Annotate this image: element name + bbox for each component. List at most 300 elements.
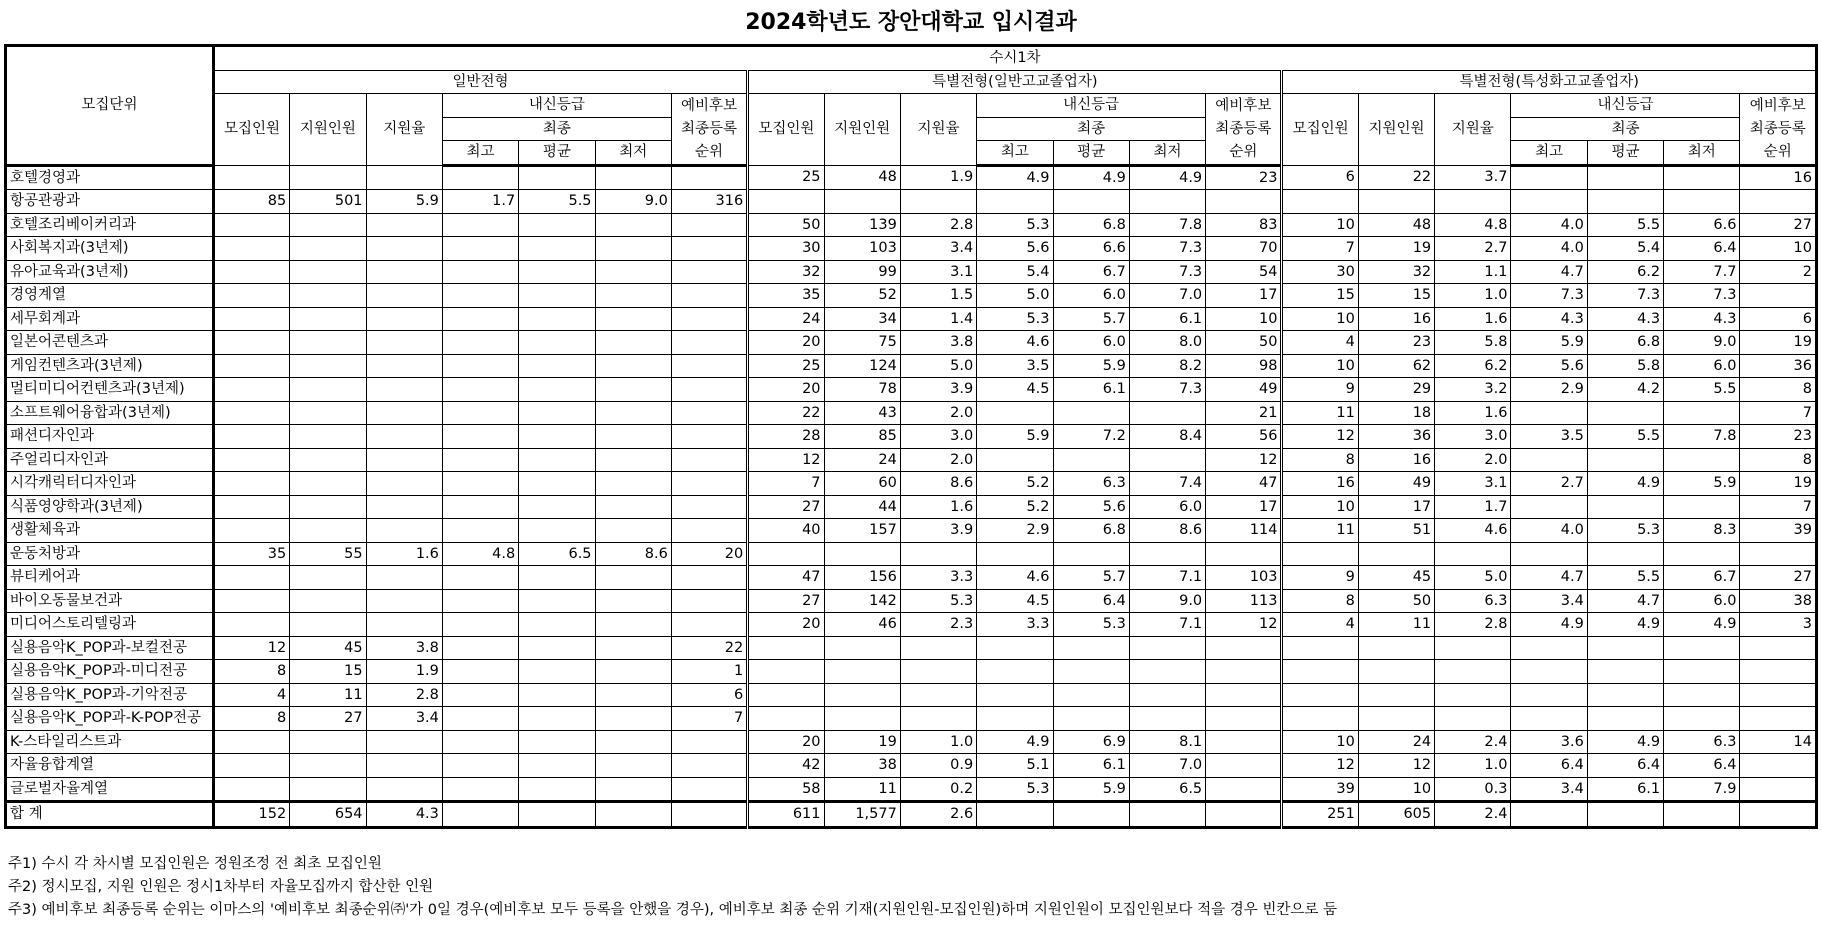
cell-s1-6: 103	[1206, 566, 1282, 590]
cell-s2-1: 23	[1358, 331, 1434, 355]
cell-s1-5: 8.1	[1129, 730, 1205, 754]
cell-s1-5: 8.4	[1129, 425, 1205, 449]
cell-s1-2	[900, 660, 976, 684]
cell-g-4	[519, 589, 595, 613]
cell-s1-4: 5.3	[1053, 613, 1129, 637]
table-row	[6, 683, 1817, 707]
cell-s2-5	[1664, 448, 1740, 472]
cell-g-0	[213, 165, 289, 190]
cell-s2-1: 15	[1358, 284, 1434, 308]
cell-s1-1: 157	[824, 519, 900, 543]
table-row	[6, 331, 1817, 355]
cell-s1-1: 1,577	[824, 802, 900, 828]
header-special-general-grade: 내신등급	[977, 94, 1206, 118]
cell-s2-2	[1435, 660, 1511, 684]
table-row	[6, 213, 1817, 237]
cell-s1-3	[977, 802, 1053, 828]
cell-s1-6: 17	[1206, 284, 1282, 308]
cell-s2-3	[1511, 707, 1587, 731]
cell-s2-4: 5.8	[1587, 354, 1663, 378]
cell-s2-3: 4.7	[1511, 260, 1587, 284]
cell-s1-4	[1053, 448, 1129, 472]
cell-s1-4: 6.4	[1053, 589, 1129, 613]
header-group-special-vocational: 특별전형(특성화고교졸업자)	[1282, 70, 1817, 94]
header-special-vocational-final: 최종	[1511, 117, 1740, 141]
cell-s1-0: 40	[748, 519, 824, 543]
cell-s1-6: 12	[1206, 613, 1282, 637]
cell-s2-6	[1740, 636, 1817, 660]
cell-g-2	[366, 237, 442, 261]
cell-g-4	[519, 237, 595, 261]
cell-g-4	[519, 802, 595, 828]
cell-s1-4	[1053, 802, 1129, 828]
cell-g-0: 8	[213, 660, 289, 684]
cell-g-5	[595, 495, 671, 519]
cell-s2-6	[1740, 542, 1817, 566]
cell-g-2: 2.8	[366, 683, 442, 707]
cell-g-4	[519, 707, 595, 731]
cell-s2-5: 6.3	[1664, 730, 1740, 754]
cell-g-4	[519, 683, 595, 707]
cell-s2-0: 9	[1282, 378, 1358, 402]
cell-g-0	[213, 589, 289, 613]
cell-g-6	[671, 613, 747, 637]
cell-s1-5: 6.0	[1129, 495, 1205, 519]
header-unit: 모집단위	[6, 46, 214, 166]
cell-g-6	[671, 495, 747, 519]
header-special-general-waitlist-line1: 예비후보	[1206, 94, 1282, 118]
cell-s1-1: 24	[824, 448, 900, 472]
unit-name: 합 계	[6, 802, 214, 828]
cell-g-0	[213, 378, 289, 402]
cell-s2-5: 6.0	[1664, 589, 1740, 613]
cell-g-0	[213, 260, 289, 284]
table-row	[6, 237, 1817, 261]
cell-s2-1	[1358, 636, 1434, 660]
cell-s2-6: 36	[1740, 354, 1817, 378]
cell-s2-6: 8	[1740, 448, 1817, 472]
cell-g-6: 316	[671, 190, 747, 214]
cell-g-0	[213, 448, 289, 472]
table-row	[6, 307, 1817, 331]
cell-g-1	[290, 331, 366, 355]
unit-name: 뷰티케어과	[6, 566, 214, 590]
cell-s1-2: 3.1	[900, 260, 976, 284]
cell-s2-5: 7.8	[1664, 425, 1740, 449]
cell-g-1	[290, 165, 366, 190]
cell-s2-0: 251	[1282, 802, 1358, 828]
cell-g-6	[671, 589, 747, 613]
cell-g-6	[671, 213, 747, 237]
cell-s1-1: 38	[824, 754, 900, 778]
cell-g-2: 3.8	[366, 636, 442, 660]
unit-name: 항공관광과	[6, 190, 214, 214]
cell-s2-0: 11	[1282, 401, 1358, 425]
table-row	[6, 448, 1817, 472]
cell-g-4	[519, 378, 595, 402]
header-special-vocational-recruit: 모집인원	[1282, 94, 1358, 166]
cell-s1-1: 52	[824, 284, 900, 308]
cell-g-5	[595, 307, 671, 331]
cell-s1-1	[824, 636, 900, 660]
cell-s2-2: 2.7	[1435, 237, 1511, 261]
cell-g-4	[519, 260, 595, 284]
cell-g-3	[442, 777, 518, 802]
unit-name: 시각캐릭터디자인과	[6, 472, 214, 496]
cell-g-3	[442, 425, 518, 449]
cell-g-6: 1	[671, 660, 747, 684]
cell-s2-2: 3.0	[1435, 425, 1511, 449]
cell-g-4	[519, 495, 595, 519]
cell-s1-4: 6.1	[1053, 754, 1129, 778]
cell-s2-4	[1587, 660, 1663, 684]
cell-g-4	[519, 566, 595, 590]
table-row	[6, 613, 1817, 637]
cell-g-3	[442, 683, 518, 707]
unit-name: 운동처방과	[6, 542, 214, 566]
cell-g-6	[671, 401, 747, 425]
cell-s2-5: 6.4	[1664, 237, 1740, 261]
cell-s2-1: 12	[1358, 754, 1434, 778]
table-row	[6, 519, 1817, 543]
table-row	[6, 472, 1817, 496]
cell-s1-5: 8.0	[1129, 331, 1205, 355]
cell-s1-1: 46	[824, 613, 900, 637]
cell-s1-0: 32	[748, 260, 824, 284]
cell-g-0	[213, 777, 289, 802]
cell-g-1	[290, 777, 366, 802]
cell-g-6	[671, 802, 747, 828]
cell-s2-0: 8	[1282, 448, 1358, 472]
unit-name: 자율융합계열	[6, 754, 214, 778]
header-special-vocational-ratio: 지원율	[1435, 94, 1511, 166]
cell-s2-1: 11	[1358, 613, 1434, 637]
cell-g-1	[290, 354, 366, 378]
cell-s2-4: 6.1	[1587, 777, 1663, 802]
table-row	[6, 495, 1817, 519]
cell-s2-4: 5.5	[1587, 213, 1663, 237]
cell-s2-6	[1740, 707, 1817, 731]
header-general-ratio: 지원율	[366, 94, 442, 166]
cell-s1-6: 47	[1206, 472, 1282, 496]
cell-s2-0: 4	[1282, 331, 1358, 355]
cell-g-5: 8.6	[595, 542, 671, 566]
cell-s2-3: 2.7	[1511, 472, 1587, 496]
cell-g-0: 85	[213, 190, 289, 214]
cell-s1-3: 5.3	[977, 307, 1053, 331]
cell-g-6	[671, 331, 747, 355]
cell-g-2	[366, 589, 442, 613]
cell-g-5	[595, 165, 671, 190]
cell-g-0	[213, 354, 289, 378]
admissions-results-table	[4, 44, 1818, 829]
cell-s2-2	[1435, 707, 1511, 731]
cell-g-4	[519, 636, 595, 660]
cell-g-3	[442, 636, 518, 660]
cell-s1-0: 27	[748, 589, 824, 613]
cell-s1-4	[1053, 707, 1129, 731]
cell-s2-6: 39	[1740, 519, 1817, 543]
cell-s1-0: 25	[748, 165, 824, 190]
cell-g-5	[595, 213, 671, 237]
cell-s1-0: 611	[748, 802, 824, 828]
table-row	[6, 542, 1817, 566]
cell-s2-3: 3.4	[1511, 777, 1587, 802]
cell-g-3	[442, 707, 518, 731]
cell-s2-0: 4	[1282, 613, 1358, 637]
cell-s1-1: 124	[824, 354, 900, 378]
cell-s2-5: 9.0	[1664, 331, 1740, 355]
cell-s1-0	[748, 660, 824, 684]
cell-s1-6	[1206, 777, 1282, 802]
cell-s2-4	[1587, 165, 1663, 190]
cell-s2-1: 24	[1358, 730, 1434, 754]
cell-g-3	[442, 378, 518, 402]
cell-s2-3: 4.0	[1511, 519, 1587, 543]
cell-s2-2: 3.1	[1435, 472, 1511, 496]
cell-s1-0: 35	[748, 284, 824, 308]
cell-s2-2: 2.4	[1435, 802, 1511, 828]
cell-g-1	[290, 613, 366, 637]
cell-g-1	[290, 472, 366, 496]
cell-s1-0: 27	[748, 495, 824, 519]
cell-s2-3	[1511, 401, 1587, 425]
cell-g-1: 654	[290, 802, 366, 828]
cell-s1-5	[1129, 190, 1205, 214]
header-special-vocational-waitlist-line1: 예비후보	[1740, 94, 1817, 118]
cell-s2-4: 4.2	[1587, 378, 1663, 402]
cell-s1-6: 21	[1206, 401, 1282, 425]
cell-s1-1	[824, 542, 900, 566]
footnote-3: 주3) 예비후보 최종등록 순위는 이마스의 '예비후보 최종순위㈜'가 0일 경우(예비후보 모두 등록을 안했을 경우), 예비후보 최종 순위 기재(지원인원-모집인원)하며 지원인원이 모집인원보다 적을 경우 빈칸으로 둠	[8, 902, 1338, 918]
table-row	[6, 730, 1817, 754]
cell-s1-4: 6.8	[1053, 213, 1129, 237]
cell-g-2	[366, 613, 442, 637]
cell-s2-5: 7.9	[1664, 777, 1740, 802]
cell-s1-2: 1.5	[900, 284, 976, 308]
cell-s1-5	[1129, 636, 1205, 660]
cell-g-1	[290, 754, 366, 778]
cell-s1-3: 2.9	[977, 519, 1053, 543]
cell-s2-4	[1587, 636, 1663, 660]
cell-s2-2: 3.2	[1435, 378, 1511, 402]
cell-g-6	[671, 284, 747, 308]
cell-g-5	[595, 660, 671, 684]
cell-s2-3: 6.4	[1511, 754, 1587, 778]
cell-g-0	[213, 754, 289, 778]
cell-s2-3	[1511, 802, 1587, 828]
cell-s1-6: 49	[1206, 378, 1282, 402]
cell-s1-5: 7.0	[1129, 754, 1205, 778]
cell-g-2	[366, 495, 442, 519]
cell-g-2: 1.6	[366, 542, 442, 566]
cell-s2-3: 4.7	[1511, 566, 1587, 590]
cell-s1-3: 4.9	[977, 165, 1053, 190]
table-row	[6, 354, 1817, 378]
cell-s1-5: 9.0	[1129, 589, 1205, 613]
cell-s1-2: 8.6	[900, 472, 976, 496]
header-group-general: 일반전형	[213, 70, 747, 94]
table-row	[6, 707, 1817, 731]
header-general-best: 최고	[442, 141, 518, 166]
cell-s1-0: 20	[748, 730, 824, 754]
unit-name: 유아교육과(3년제)	[6, 260, 214, 284]
cell-s1-4	[1053, 683, 1129, 707]
cell-s2-6	[1740, 777, 1817, 802]
cell-g-6	[671, 378, 747, 402]
cell-s1-0: 12	[748, 448, 824, 472]
cell-s2-6	[1740, 660, 1817, 684]
cell-s2-1: 17	[1358, 495, 1434, 519]
cell-s1-4: 5.6	[1053, 495, 1129, 519]
cell-s1-2: 3.9	[900, 519, 976, 543]
cell-s1-3: 4.5	[977, 589, 1053, 613]
header-special-general-best: 최고	[977, 141, 1053, 166]
footnote-1: 주1) 수시 각 차시별 모집인원은 정원조정 전 최초 모집인원	[8, 856, 382, 872]
cell-g-6	[671, 472, 747, 496]
cell-s2-3	[1511, 636, 1587, 660]
table-row	[6, 378, 1817, 402]
cell-g-1: 27	[290, 707, 366, 731]
cell-s1-2: 0.2	[900, 777, 976, 802]
unit-name: 일본어콘텐츠과	[6, 331, 214, 355]
cell-s2-0: 12	[1282, 754, 1358, 778]
cell-g-2	[366, 566, 442, 590]
cell-s1-2: 3.0	[900, 425, 976, 449]
cell-s1-4: 6.1	[1053, 378, 1129, 402]
cell-s2-4: 4.9	[1587, 472, 1663, 496]
cell-g-2: 5.9	[366, 190, 442, 214]
cell-s2-6	[1740, 190, 1817, 214]
cell-s1-3: 5.6	[977, 237, 1053, 261]
cell-s2-3: 3.4	[1511, 589, 1587, 613]
cell-g-3	[442, 754, 518, 778]
cell-s1-4: 6.7	[1053, 260, 1129, 284]
cell-g-1	[290, 519, 366, 543]
cell-g-5	[595, 472, 671, 496]
cell-s2-2: 1.1	[1435, 260, 1511, 284]
cell-g-6: 7	[671, 707, 747, 731]
cell-s2-0: 11	[1282, 519, 1358, 543]
cell-s2-0: 6	[1282, 165, 1358, 190]
cell-g-4	[519, 354, 595, 378]
cell-s2-0: 10	[1282, 354, 1358, 378]
cell-s1-4: 7.2	[1053, 425, 1129, 449]
cell-s2-4: 6.8	[1587, 331, 1663, 355]
cell-s2-0	[1282, 190, 1358, 214]
cell-g-3	[442, 589, 518, 613]
cell-g-5	[595, 260, 671, 284]
cell-s2-5	[1664, 660, 1740, 684]
header-general-waitlist-line3: 순위	[671, 141, 747, 166]
cell-s1-5: 8.2	[1129, 354, 1205, 378]
cell-g-6	[671, 260, 747, 284]
cell-s2-5: 6.6	[1664, 213, 1740, 237]
cell-g-5	[595, 613, 671, 637]
cell-s1-5	[1129, 683, 1205, 707]
cell-s1-3	[977, 542, 1053, 566]
cell-g-0	[213, 237, 289, 261]
cell-g-3	[442, 448, 518, 472]
cell-s2-4: 7.3	[1587, 284, 1663, 308]
unit-name: 호텔경영과	[6, 165, 214, 190]
cell-g-0	[213, 307, 289, 331]
cell-g-2	[366, 354, 442, 378]
cell-s1-2: 1.0	[900, 730, 976, 754]
table-row	[6, 660, 1817, 684]
cell-s2-1: 36	[1358, 425, 1434, 449]
cell-s2-3	[1511, 448, 1587, 472]
cell-g-2	[366, 472, 442, 496]
cell-s1-4: 6.0	[1053, 331, 1129, 355]
cell-s2-5: 7.7	[1664, 260, 1740, 284]
cell-s1-5	[1129, 802, 1205, 828]
cell-s1-6	[1206, 730, 1282, 754]
cell-s1-2: 5.3	[900, 589, 976, 613]
header-special-vocational-waitlist-line3: 순위	[1740, 141, 1817, 166]
cell-s2-4: 4.9	[1587, 613, 1663, 637]
cell-g-6	[671, 566, 747, 590]
cell-s1-6: 17	[1206, 495, 1282, 519]
cell-g-5	[595, 425, 671, 449]
unit-name: K-스타일리스트과	[6, 730, 214, 754]
cell-s2-3	[1511, 660, 1587, 684]
cell-s2-5: 8.3	[1664, 519, 1740, 543]
cell-g-4: 6.5	[519, 542, 595, 566]
cell-s1-3: 4.9	[977, 730, 1053, 754]
cell-s1-6: 114	[1206, 519, 1282, 543]
cell-s1-1: 44	[824, 495, 900, 519]
cell-g-6: 20	[671, 542, 747, 566]
cell-s2-0: 10	[1282, 730, 1358, 754]
cell-g-1	[290, 237, 366, 261]
cell-s1-1: 85	[824, 425, 900, 449]
cell-s1-6	[1206, 707, 1282, 731]
cell-g-0	[213, 331, 289, 355]
cell-s1-1: 99	[824, 260, 900, 284]
cell-g-0	[213, 284, 289, 308]
cell-g-0	[213, 495, 289, 519]
cell-s2-1: 50	[1358, 589, 1434, 613]
cell-s2-3: 5.6	[1511, 354, 1587, 378]
cell-s1-3: 4.6	[977, 566, 1053, 590]
cell-s1-4	[1053, 660, 1129, 684]
cell-s1-3: 5.2	[977, 495, 1053, 519]
cell-s2-0: 15	[1282, 284, 1358, 308]
header-group-special-general: 특별전형(일반고교졸업자)	[748, 70, 1282, 94]
cell-s1-5	[1129, 542, 1205, 566]
cell-s2-6: 16	[1740, 165, 1817, 190]
cell-s2-6: 38	[1740, 589, 1817, 613]
cell-s1-3	[977, 448, 1053, 472]
header-special-general-recruit: 모집인원	[748, 94, 824, 166]
cell-g-3	[442, 613, 518, 637]
cell-s2-0: 10	[1282, 213, 1358, 237]
cell-s1-0: 58	[748, 777, 824, 802]
cell-s1-2: 1.9	[900, 165, 976, 190]
table-row	[6, 260, 1817, 284]
header-special-vocational-best: 최고	[1511, 141, 1587, 166]
unit-name: 실용음악K_POP과-보컬전공	[6, 636, 214, 660]
cell-g-5	[595, 683, 671, 707]
cell-s1-3: 5.1	[977, 754, 1053, 778]
header-general-worst: 최저	[595, 141, 671, 166]
cell-s1-6: 70	[1206, 237, 1282, 261]
cell-s2-5: 4.3	[1664, 307, 1740, 331]
cell-g-4	[519, 613, 595, 637]
cell-s1-3: 5.3	[977, 777, 1053, 802]
header-special-general-ratio: 지원율	[900, 94, 976, 166]
